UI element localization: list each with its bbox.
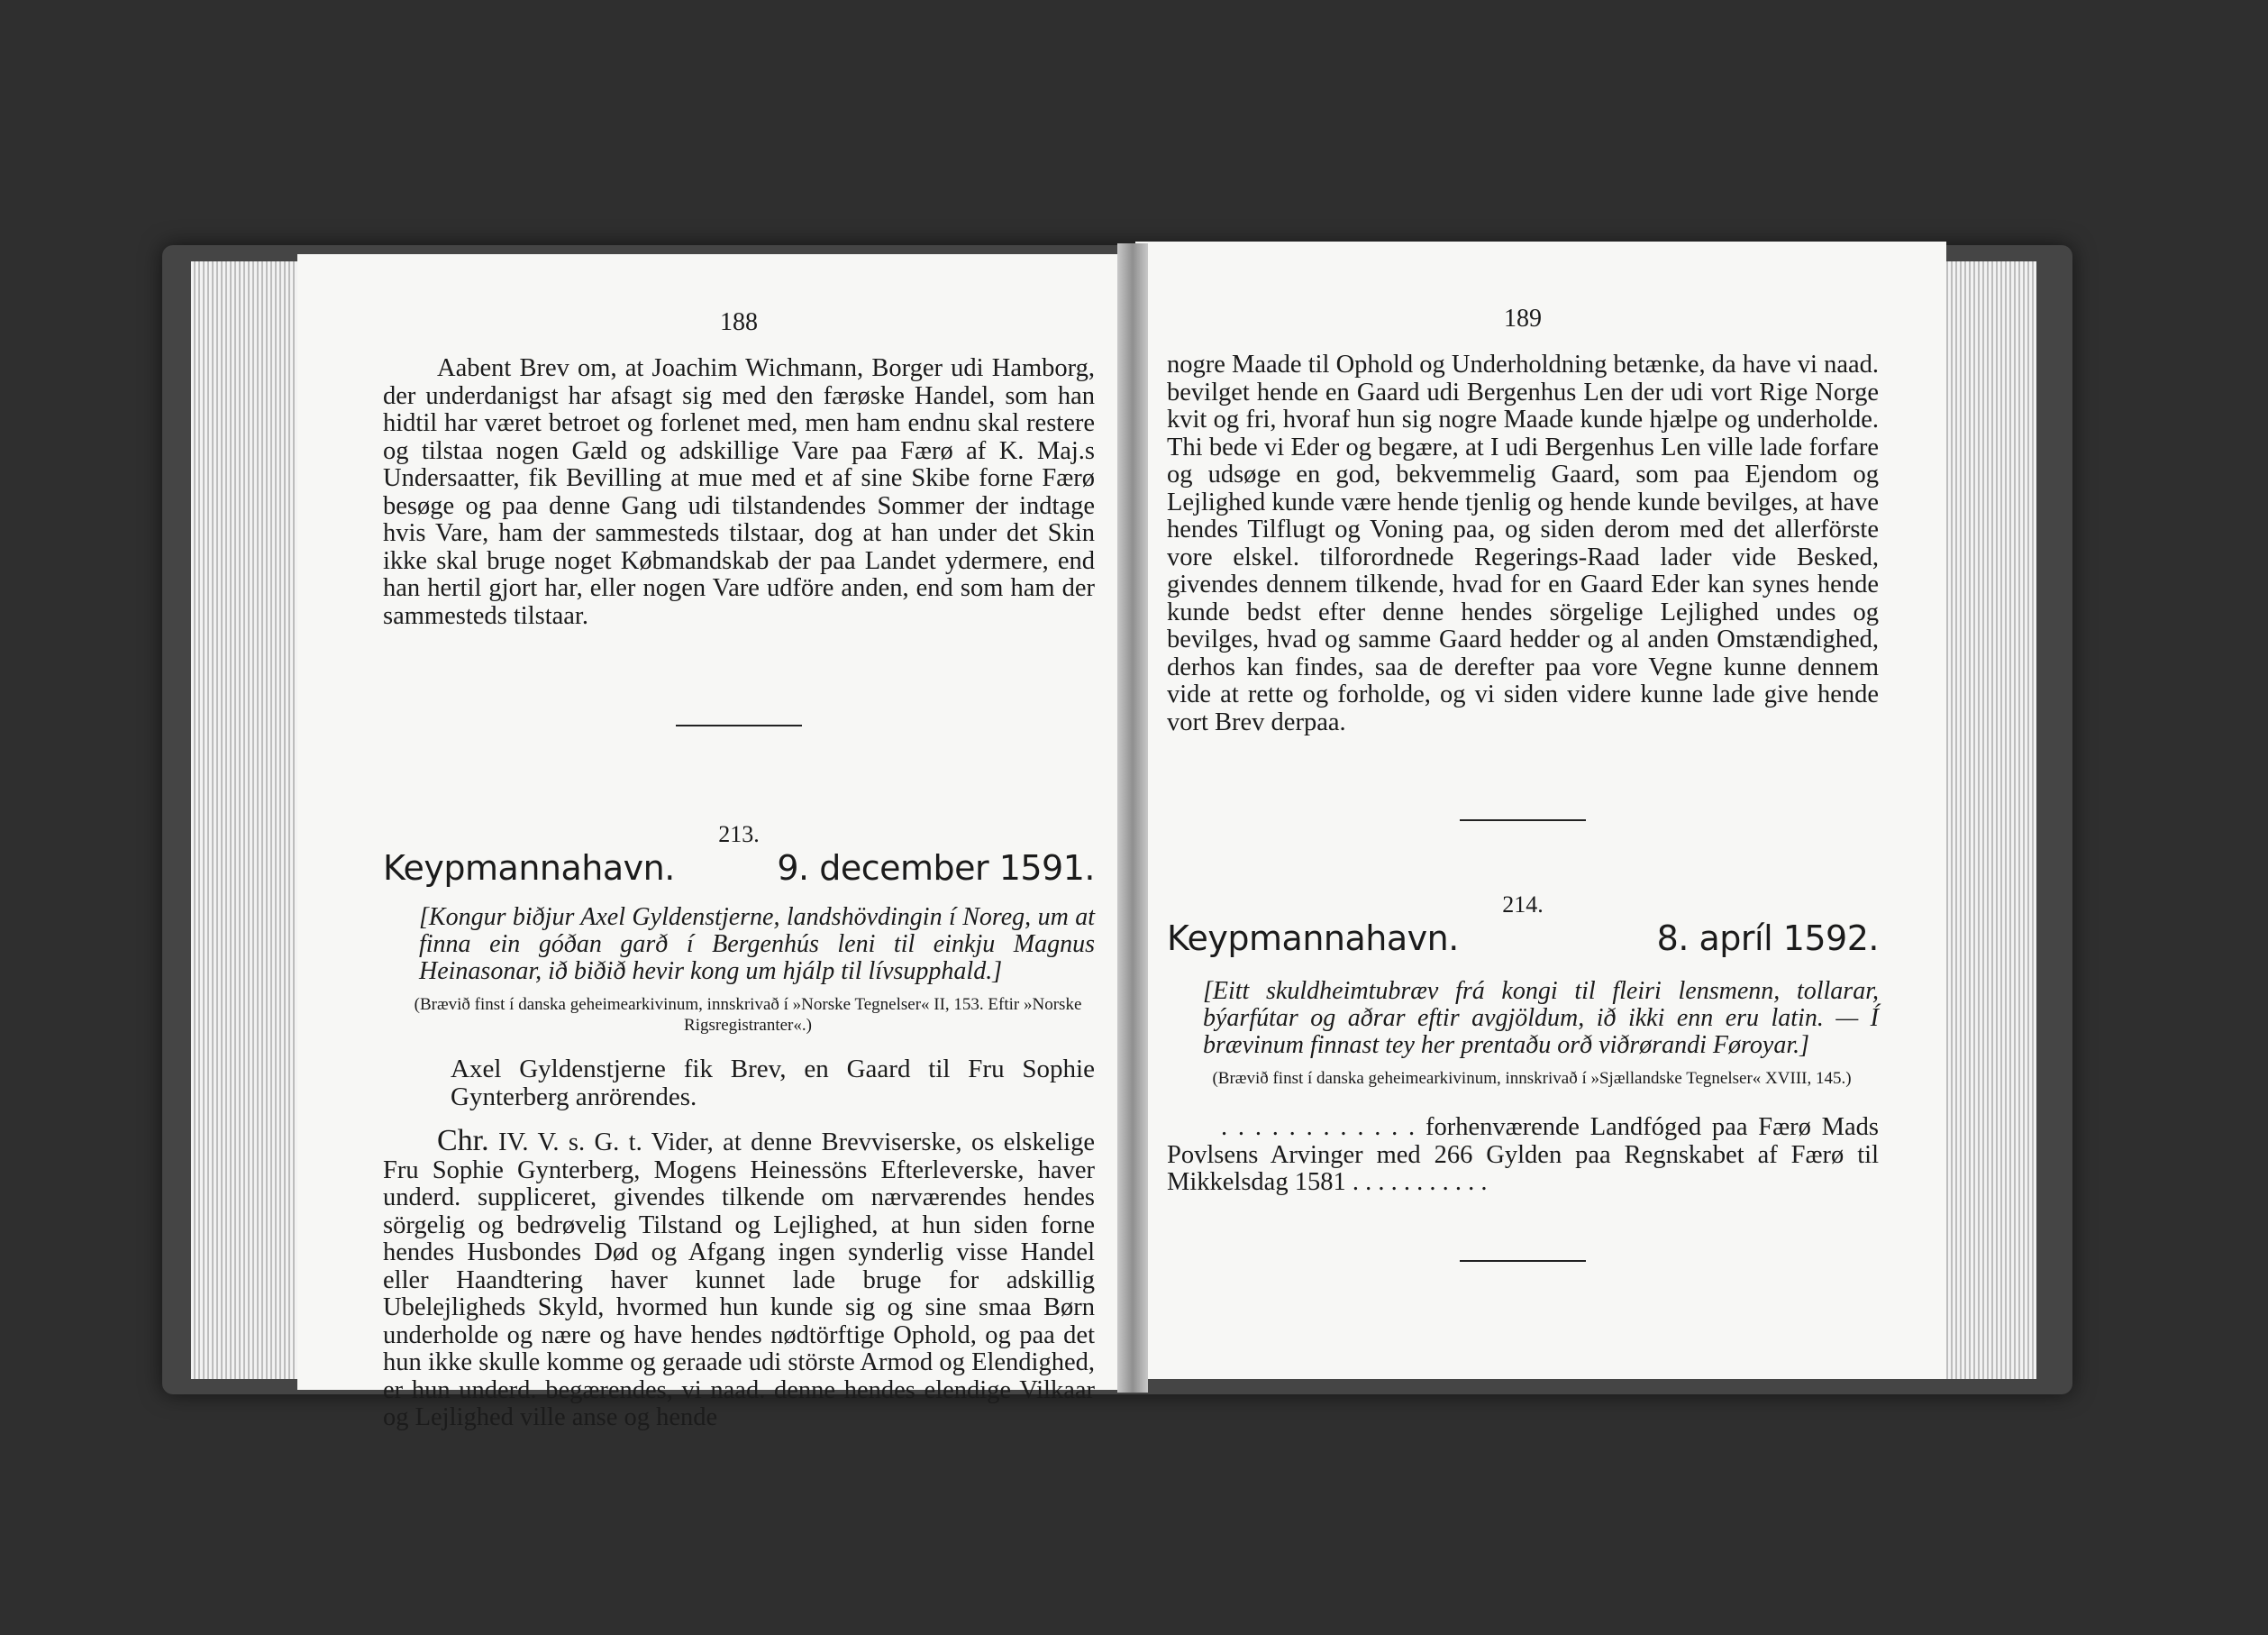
document-heading: [1167, 918, 1879, 958]
letter-continuation: nogre Maade til Ophold og Underholdning betænke, da have vi naad. bevilget hende en Gaard udi Bergenhus Len der udi vort Rige Norge kvit og fri, hvoraf hun sig nogre Maade kunde hjælpe og underholde. Thi bede vi Eder og begære, at I udi Bergenhus Len ville lade forfare og udsøge en god, bekvemmelig Gaard, som paa Ejendom og Lejlighed kunde være hende tjenlig og hende kunde bevilges, at have hendes Tilflugt og Voning paa, og siden derom med det allerförste vore elskel. tilforordnede Regerings-Raad lader vide Besked, givendes dennem tilkende, hvad for en Gaard Eder kan synes hende kunde bedst efter denne hendes sörgelige Lejlighed undes og bevilges, hvad og samme Gaard hedder og al anden Omstændighed, derhos kan findes, saa de derefter paa vore Vegne kunne dennem vide at rette og forholde, og vi siden videre kunne lade give hende vort Brev derpaa.: [1167, 351, 1879, 736]
source-note: (Brævið finst í danska geheimearkivinum, innskrivað í »Norske Tegnelser« II, 153. Eftir »Norske Rigsregistranter«.): [414, 995, 1082, 1035]
letter-title: Axel Gyldenstjerne fik Brev, en Gaard til Fru Sophie Gynterberg anrörendes.: [451, 1055, 1095, 1111]
right-page: [1135, 242, 1946, 1379]
document-date: 9. december 1591.: [777, 848, 1095, 888]
document-summary: [Eitt skuldheimtubræv frá kongi til fleiri lensmenn, tollarar, býarfútar og aðrar eftir avgjöldum, ið ikki enn eru latin. — Í brævinum finnast tey her prentaðu orð viðrørandi Føroyar.]: [1203, 977, 1879, 1059]
source-note: (Brævið finst í danska geheimearkivinum, innskrivað í »Sjællandske Tegnelser« XVIII, 145.): [1212, 1069, 1852, 1088]
page-edges-right: [1937, 261, 2036, 1379]
document-summary: [Kongur biðjur Axel Gyldenstjerne, landshövdingin í Noreg, um at finna ein góðan garð í Bergenhús leni til einkju Magnus Heinasonar, ið biðið hevir kong um hjálp til lívsupphald.]: [419, 903, 1095, 985]
page-number: 189: [1504, 305, 1542, 333]
place-name: Keypmannahavn.: [1167, 918, 1459, 958]
document-number: 214.: [1502, 891, 1544, 918]
letter-body-text: IV. V. s. G. t. Vider, at denne Brevviserske, os elskelige Fru Sophie Gynterberg, Mogens Heinessöns Efterleverske, haver underd. suppliceret, givendes tilkende om nærværendes hendes sörgelig og bedrøvelig Tilstand og Lejlighed, at hun siden forne hendes Husbondes Død og Afgang ingen synderlig visse Handel eller Haandtering haver kunnet lade bruge for adskillig Ubelejligheds Skyld, hvormed hun kunde sig og sine smaa Børn underholde og nære og have hendes nødtörftige Ophold, og paa det hun ikke skulle komme og geraade udi störste Armod og Elendighed, er hun underd. begærendes, vi naad. denne hendes elendige Vilkaar og Lejlighed ville anse og hende: [383, 1128, 1095, 1431]
letter-body: [383, 1124, 1095, 1432]
place-name: Keypmannahavn.: [383, 848, 675, 888]
document-212-text: Aabent Brev om, at Joachim Wichmann, Borger udi Hamborg, der underdanigst har afsagt sig med den færøske Handel, som han hidtil har været betroet og forlenet med, men ham endnu skal restere og tilstaa nogen Gæld og adskillige Vare paa Færø af K. Maj.s Undersaatter, fik Bevilling at mue med et af sine Skibe forne Færø besøge og paa denne Gang udi tilstandendes Sommer der indtage hvis Vare, ham der sammesteds tilstaar, dog at han under det Skin ikke skal bruge noget Købmandskab der paa Landet ydermere, end han hertil gjort har, eller nogen Vare udföre anden, end som ham der sammesteds tilstaar.: [383, 354, 1095, 630]
page-edges-left: [191, 261, 299, 1379]
left-page: [297, 254, 1126, 1431]
section-divider: [1460, 1260, 1586, 1262]
page-number: 188: [720, 308, 758, 336]
document-number: 213.: [718, 821, 760, 847]
document-date: 8. apríl 1592.: [1656, 918, 1879, 958]
book-gutter: [1117, 243, 1148, 1393]
letter-initial: Chr.: [437, 1124, 489, 1157]
letter-body: . . . . . . . . . . . . forhenværende Landfóged paa Færø Mads Povlsens Arvinger med 266 Gylden paa Regnskabet af Færø til Mikkelsdag 1581 . . . . . . . . . . .: [1167, 1113, 1879, 1196]
document-heading: [383, 848, 1095, 888]
